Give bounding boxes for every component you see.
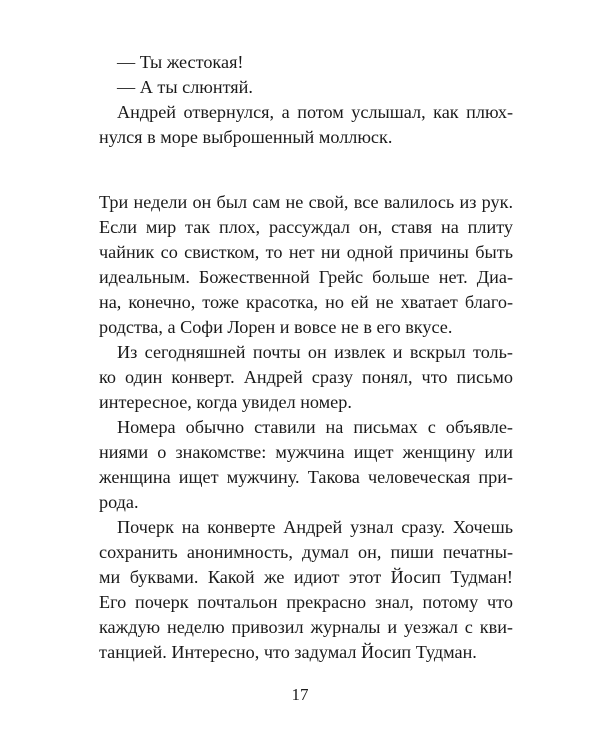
text-line: чайник со свистком, то нет ни одной причины быть (99, 242, 513, 262)
text-line: Почерк на конверте Андрей узнал сразу. Хочешь (117, 517, 513, 537)
text-line: Из сегодняшней почты он извлек и вскрыл толь- (117, 342, 513, 362)
text-line: сохранить анонимность, думал он, пиши печатны- (99, 542, 513, 562)
page-number: 17 (291, 685, 309, 704)
text-line: родства, а Софи Лорен и вовсе не в его вкусе. (99, 317, 453, 337)
text-line: Андрей отвернулся, а потом услышал, как плюх- (117, 102, 513, 122)
text-line: каждую неделю привозил журналы и уезжал с кви- (99, 617, 513, 637)
text-line: идеальным. Божественной Грейс больше нет. Диа- (99, 267, 513, 287)
text-line: ко один конверт. Андрей сразу понял, что письмо (99, 367, 513, 387)
text-line: ми буквами. Какой же идиот этот Йосип Тудман! (99, 567, 513, 587)
text-line: Три недели он был сам не свой, все валилось из рук. (99, 192, 513, 212)
text-line: Номера обычно ставили на письмах с объявле- (117, 417, 513, 437)
text-line: Его почерк почтальон прекрасно знал, потому что (99, 592, 513, 612)
text-line: женщина ищет мужчину. Такова человеческая при- (99, 467, 513, 487)
text-line: танцией. Интересно, что задумал Йосип Тудман. (99, 642, 477, 662)
text-line: — Ты жестокая! (117, 52, 244, 72)
text-line: Если мир так плох, рассуждал он, ставя на плиту (99, 217, 513, 237)
text-line: на, конечно, тоже красотка, но ей не хватает благо- (99, 292, 513, 312)
text-line: — А ты слюнтяй. (117, 77, 253, 97)
text-line: ниями о знакомстве: мужчина ищет женщину или (99, 442, 513, 462)
text-line: интересное, когда увидел номер. (99, 392, 352, 412)
text-line: рода. (99, 492, 139, 512)
text-line: нулся в море выброшенный моллюск. (99, 127, 393, 147)
